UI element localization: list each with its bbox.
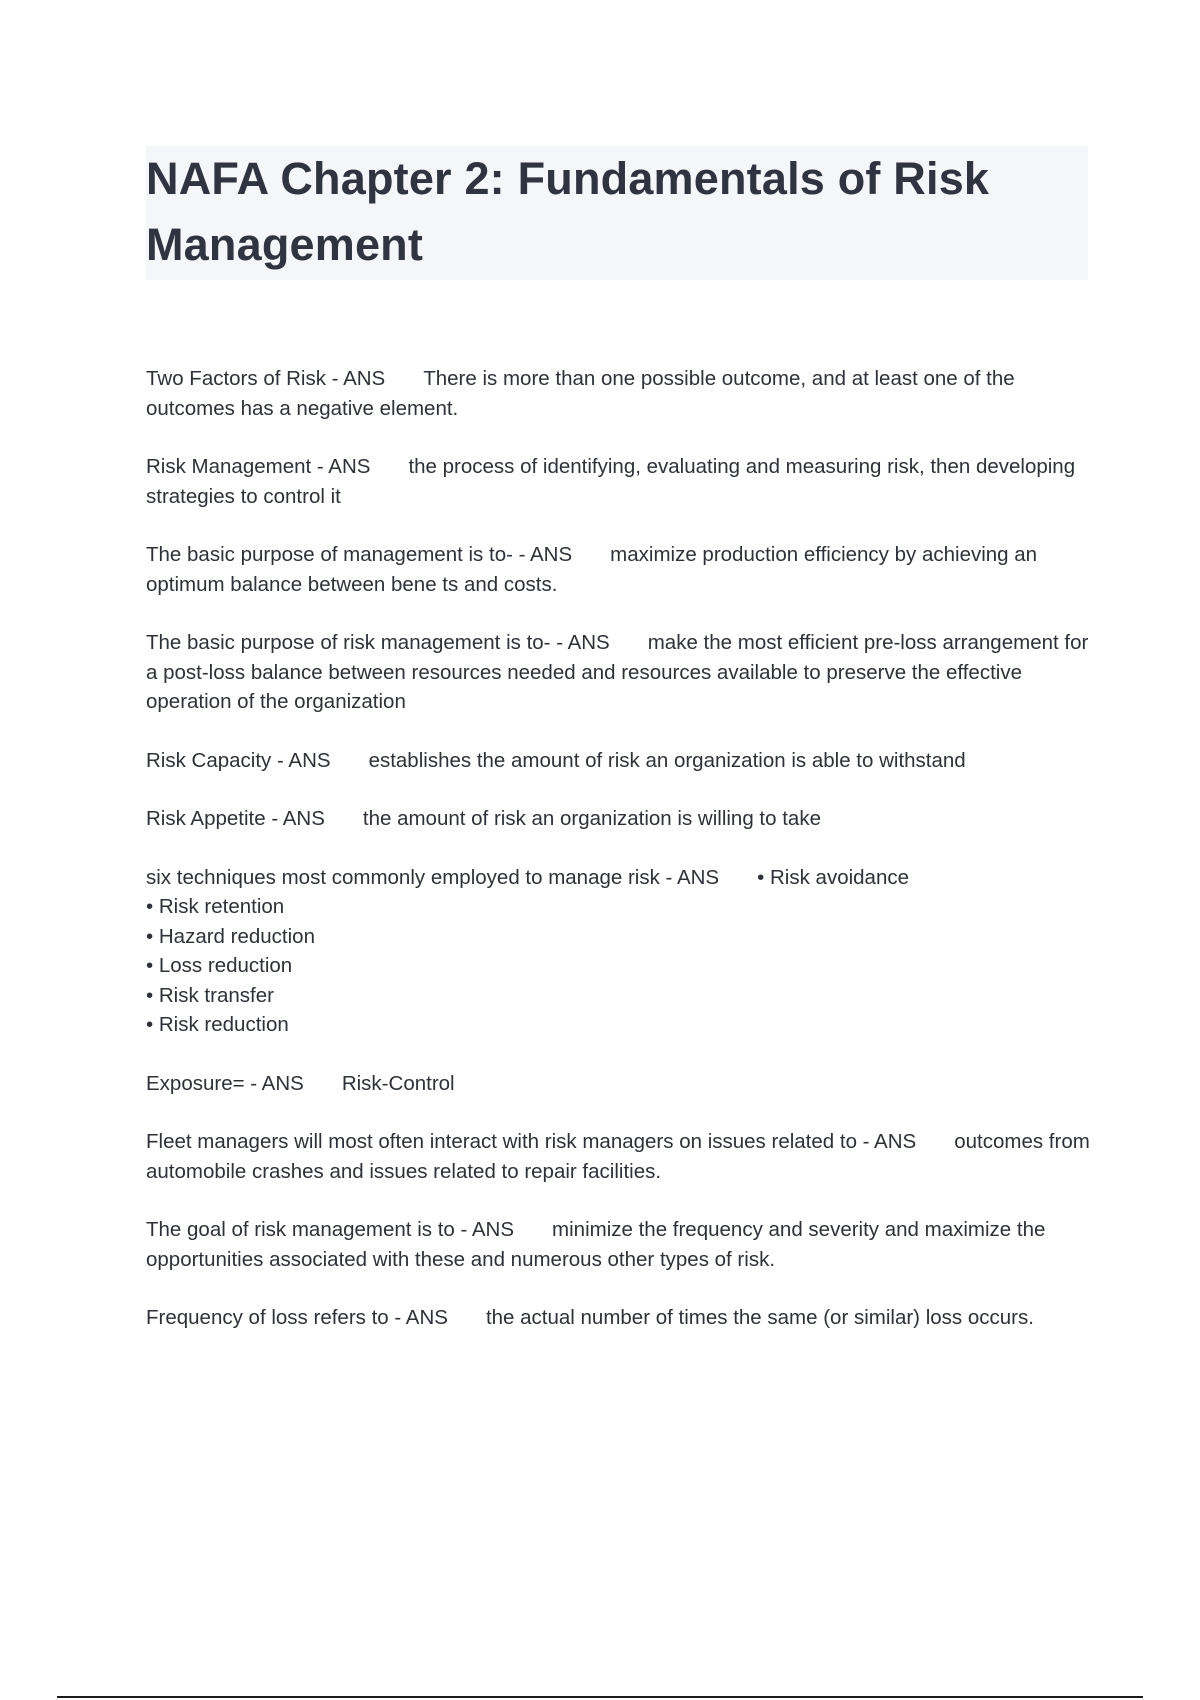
answer-text: the actual number of times the same (or similar) loss occurs. [485,1306,1034,1329]
list-item: • Risk retention [146,895,285,918]
answer-text: make the most efficient pre-loss arrangement for a post-loss balance between resources needed and resources available to preserve the effective operation of the organization [146,631,1089,713]
footer-divider [57,1696,1143,1698]
page-title: NAFA Chapter 2: Fundamentals of Risk Management [146,153,990,270]
qa-item [146,804,1096,834]
qa-item [146,1303,1096,1333]
answer-text: the process of identifying, evaluating and measuring risk, then developing strategies to control it [146,455,1076,508]
answer-text: Risk-Control [341,1071,455,1095]
list-item: • Risk transfer [146,983,274,1007]
qa-item [146,452,1096,511]
technique-list [146,892,1096,1040]
question-text: Risk Appetite - ANS [146,807,325,830]
answer-text: establishes the amount of risk an organization is able to withstand [368,748,966,772]
question-text: Risk Management - ANS [146,455,371,478]
qa-item [146,628,1096,717]
answer-text: maximize production efficiency by achieving an optimum balance between bene ts and costs. [146,543,1038,596]
list-item: • Loss reduction [146,954,293,977]
qa-item [146,1127,1096,1186]
qa-item [146,364,1096,423]
qa-item [146,863,1096,1040]
question-text: Fleet managers will most often interact with risk managers on issues related to - ANS [146,1130,917,1153]
question-text: Frequency of loss refers to - ANS [146,1306,448,1329]
qa-item [146,1215,1096,1274]
answer-text: outcomes from automobile crashes and issues related to repair facilities. [146,1130,1090,1183]
qa-item [146,540,1096,599]
answer-text: There is more than one possible outcome, and at least one of the outcomes has a negative element. [146,367,1015,420]
answer-text: • Risk avoidance [757,865,909,889]
qa-item [146,746,1096,776]
question-text: The goal of risk management is to - ANS [146,1218,515,1241]
question-text: The basic purpose of risk management is to- - ANS [146,631,610,654]
question-text: The basic purpose of management is to- - ANS [146,543,573,566]
question-text: six techniques most commonly employed to manage risk - ANS [146,865,720,889]
answer-text: minimize the frequency and severity and maximize the opportunities associated with these and numerous other types of risk. [146,1218,1046,1271]
list-item: • Risk reduction [146,1013,289,1036]
question-text: Two Factors of Risk - ANS [146,367,386,390]
answer-text: the amount of risk an organization is willing to take [362,807,821,830]
question-text: Risk Capacity - ANS [146,748,331,772]
question-text: Exposure= - ANS [146,1071,304,1095]
title-banner [146,146,1088,280]
list-item: • Hazard reduction [146,924,315,948]
qa-list [146,364,1096,1362]
qa-item [146,1069,1096,1099]
